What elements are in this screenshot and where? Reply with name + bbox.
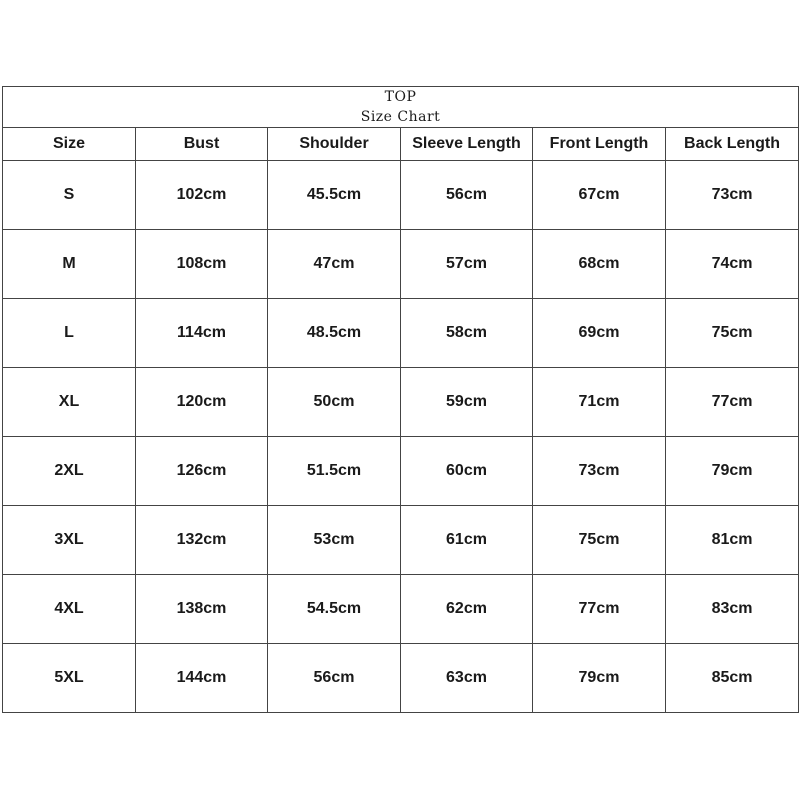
column-header-back-length: Back Length <box>666 128 799 161</box>
column-header-sleeve-length: Sleeve Length <box>401 128 533 161</box>
title-row <box>3 87 799 128</box>
column-header-front-length: Front Length <box>533 128 666 161</box>
shoulder-cell: 45.5cm <box>268 161 401 230</box>
sleeve-length-cell: 62cm <box>401 575 533 644</box>
column-header-bust: Bust <box>136 128 268 161</box>
size-cell: 3XL <box>3 506 136 575</box>
table-row <box>3 368 799 437</box>
bust-cell: 132cm <box>136 506 268 575</box>
size-cell: M <box>3 230 136 299</box>
front-length-cell: 73cm <box>533 437 666 506</box>
size-chart-table <box>2 86 799 713</box>
shoulder-cell: 50cm <box>268 368 401 437</box>
table-row <box>3 575 799 644</box>
shoulder-cell: 48.5cm <box>268 299 401 368</box>
front-length-cell: 79cm <box>533 644 666 713</box>
table-row <box>3 161 799 230</box>
front-length-cell: 67cm <box>533 161 666 230</box>
shoulder-cell: 47cm <box>268 230 401 299</box>
sleeve-length-cell: 61cm <box>401 506 533 575</box>
sleeve-length-cell: 58cm <box>401 299 533 368</box>
header-row <box>3 128 799 161</box>
bust-cell: 144cm <box>136 644 268 713</box>
back-length-cell: 75cm <box>666 299 799 368</box>
table-row <box>3 644 799 713</box>
front-length-cell: 71cm <box>533 368 666 437</box>
bust-cell: 114cm <box>136 299 268 368</box>
back-length-cell: 83cm <box>666 575 799 644</box>
front-length-cell: 68cm <box>533 230 666 299</box>
size-cell: S <box>3 161 136 230</box>
shoulder-cell: 51.5cm <box>268 437 401 506</box>
table-row <box>3 437 799 506</box>
back-length-cell: 79cm <box>666 437 799 506</box>
front-length-cell: 69cm <box>533 299 666 368</box>
bust-cell: 126cm <box>136 437 268 506</box>
size-cell: 4XL <box>3 575 136 644</box>
front-length-cell: 75cm <box>533 506 666 575</box>
back-length-cell: 81cm <box>666 506 799 575</box>
table-row <box>3 230 799 299</box>
size-cell: 2XL <box>3 437 136 506</box>
back-length-cell: 73cm <box>666 161 799 230</box>
table-row <box>3 299 799 368</box>
bust-cell: 102cm <box>136 161 268 230</box>
table-title-cell <box>3 87 799 128</box>
bust-cell: 138cm <box>136 575 268 644</box>
shoulder-cell: 53cm <box>268 506 401 575</box>
front-length-cell: 77cm <box>533 575 666 644</box>
shoulder-cell: 54.5cm <box>268 575 401 644</box>
back-length-cell: 77cm <box>666 368 799 437</box>
back-length-cell: 74cm <box>666 230 799 299</box>
shoulder-cell: 56cm <box>268 644 401 713</box>
sleeve-length-cell: 56cm <box>401 161 533 230</box>
bust-cell: 120cm <box>136 368 268 437</box>
table-title: TOP <box>384 89 417 105</box>
sleeve-length-cell: 57cm <box>401 230 533 299</box>
sleeve-length-cell: 63cm <box>401 644 533 713</box>
bust-cell: 108cm <box>136 230 268 299</box>
size-cell: 5XL <box>3 644 136 713</box>
table-subtitle: Size Chart <box>360 109 441 125</box>
column-header-size: Size <box>3 128 136 161</box>
size-cell: XL <box>3 368 136 437</box>
table-row <box>3 506 799 575</box>
sleeve-length-cell: 60cm <box>401 437 533 506</box>
size-cell: L <box>3 299 136 368</box>
column-header-shoulder: Shoulder <box>268 128 401 161</box>
sleeve-length-cell: 59cm <box>401 368 533 437</box>
back-length-cell: 85cm <box>666 644 799 713</box>
